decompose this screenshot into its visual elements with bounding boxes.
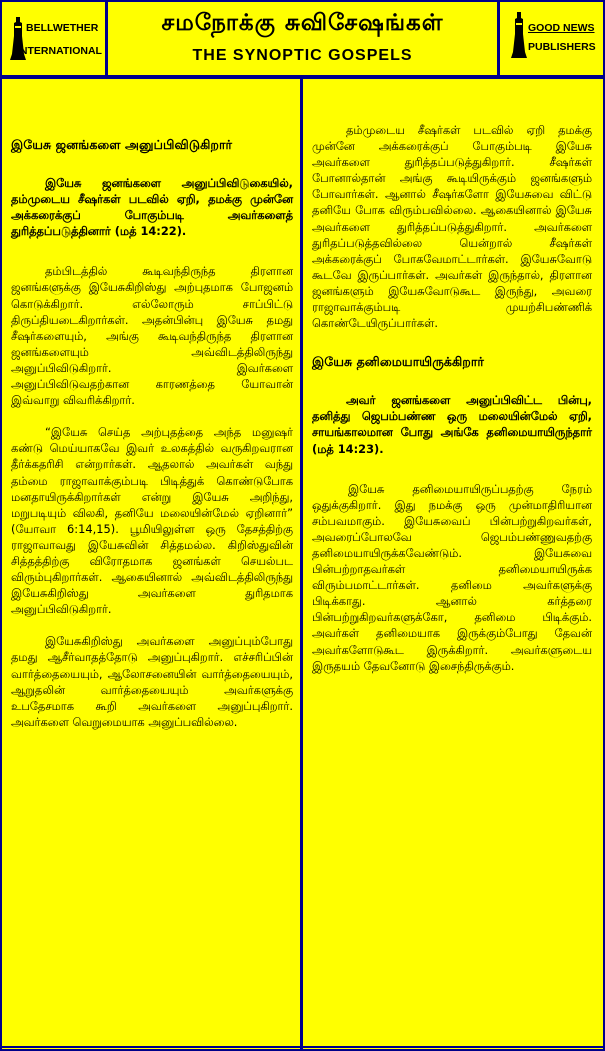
section-heading: இயேசு ஜனங்களை அனுப்பிவிடுகிறார் [11,137,233,152]
paragraph: தம்பிடத்தில் கூடிவந்திருந்த திரளான ஜனங்களுக்கு இயேசுகிறிஸ்து அற்புதமாக போஜனம் கொடுக்கிறார். எல்லோரும் சாப்பிட்டு திருப்தியடைகிறார்கள். அதன்பின்பு இயேசு தமது சீஷர்களையும், அங்கு கூடிவந்திருந்த திரளான ஜனங்களையும் அவ்விடத்திலிருந்து அனுப்பிவிடுகிறார். இவர்களை அனுப்பிவிடுவதற்கான காரணத்தை யோவான் இவ்வாறு விவரிக்கிறார். [11,264,293,408]
page-title-english: THE SYNOPTIC GOSPELS [192,47,413,64]
right-column [312,84,592,690]
bible-verse: அவர் ஜனங்களை அனுப்பிவிட்ட பின்பு, தனித்து ஜெபம்பண்ண ஒரு மலையின்மேல் ஏறி, சாயங்காலமான போது அங்கே தனிமையாயிருந்தார் (மத் 14:23). [312,393,592,456]
page-header [2,2,603,75]
paragraph: தம்முடைய சீஷர்கள் படவில் ஏறி தமக்கு முன்னே அக்கரைக்குப் போகும்படி இயேசு அவர்களை துரித்தப்படுத்துகிறார். சீஷர்கள் போனால்தான் அங்கு கூடியிருக்கும் ஜனங்களும் போவார்கள். ஆனால் சீஷர்களோ இயேசுவை விட்டு தனியே போக விரும்பவில்லை. ஆகையினால் இயேசு அவர்களை துரித்தப்படுத்துகிறார். அவர்களை துரிதப்படுத்தவில்லை யென்றால் சீஷர்கள் அக்கரைக்குப் போகவேமாட்டார்கள். இயேசுவோடு கூடவே இருப்பார்கள். அவர்கள் இருந்தால், திரளான ஜனங்களும் இயேசுவோடுகூட இருந்து, அவரை ராஜாவாக்கும்படி முயற்சிபண்ணிக் கொண்டேயிருப்பார்கள். [312,123,592,331]
page-title-tamil: சமநோக்கு சுவிசேஷங்கள் [161,10,444,36]
bible-verse: இயேசு ஜனங்களை அனுப்பிவிடுகையில், தம்முடைய சீஷர்கள் படவில் ஏறி, தமக்கு முன்னே அக்கரைக்குப் போகும்படி அவர்களைத் துரித்தப்படுத்தினார் (மத் 14:22). [11,176,293,239]
good-news-logo-icon [511,10,527,58]
title-box [108,2,500,75]
good-news-logo-line-2: PUBLISHERS [528,41,596,53]
bottom-divider [2,1046,603,1048]
column-divider [300,79,303,1049]
bellwether-logo-line-1: BELLWETHER [26,22,99,34]
paragraph: “இயேசு செய்த அற்புதத்தை அந்த மனுஷர் கண்டு மெய்யாகவே இவர் உலகத்தில் வருகிறவரான தீர்க்கதரிசி என்றார்கள். ஆதலால் அவர்கள் வந்து தம்மை ராஜாவாக்கும்படி பிடித்துக் கொண்டுபோக மனதாயிருக்கிறார்கள் என்று இயேசு அறிந்து, மறுபடியும் விலகி, தனியே மலையின்மேல் ஏறினார்” (யோவா 6:14,15). பூமியிலுள்ள ஒரு தேசத்திற்கு ராஜாவாவது இயேசுவின் சித்தமல்ல. கிறிஸ்துவின் சித்தத்திற்கு விரோதமாக ஜனங்கள் செயல்பட விரும்புகிறார்கள். ஆகையினால் அவ்விடத்திலிருந்து இயேசுகிறிஸ்து அவர்களை துரிதமாக அனுப்பிவிடுகிறார். [11,425,293,617]
good-news-logo-line-1: GOOD NEWS [528,22,595,34]
left-column [11,84,293,746]
good-news-logo-box [500,2,603,75]
bellwether-logo-box [2,2,108,75]
paragraph: இயேசு தனிமையாயிருப்பதற்கு நேரம் ஒதுக்குகிறார். இது நமக்கு ஒரு முன்மாதிரியான சம்பவமாகும். இயேசுவைப் பின்பற்றுகிறவர்கள், அவரைப்போலவே ஜெபம்பண்ணுவதற்கு தனிமையாயிருக்கவேண்டும். இயேசுவை பின்பற்றாதவர்கள் தனிமையாயிருக்க விரும்பமாட்டார்கள். தனிமை அவர்களுக்கு பிடிக்காது. ஆனால் கர்த்தரை பின்பற்றுகிறவர்களுக்கோ, தனிமை பிடிக்கும். அவர்கள் தனிமையாக இருக்கும்போது தேவன் அவர்களோடுகூட இருக்கிறார். அவர்களுடைய இருதயம் தேவனோடு இசைந்திருக்கும். [312,481,592,673]
bellwether-logo-line-2: INTERNATIONAL [17,45,102,57]
paragraph: இயேசுகிறிஸ்து அவர்களை அனுப்பும்போது தமது ஆசீர்வாதத்தோடு அனுப்புகிறார். எச்சரிப்பின் வார்த்தையையும், ஆலோசனையின் வார்த்தையையும், ஆறுதலின் வார்த்தையையும் அவர்களுக்கு உபதேசமாக கூறி அவர்களை அனுப்புகிறார். அவர்களை வெறுமையாக அனுப்பவில்லை. [11,634,293,729]
section-heading: இயேசு தனிமையாயிருக்கிறார் [312,354,484,370]
